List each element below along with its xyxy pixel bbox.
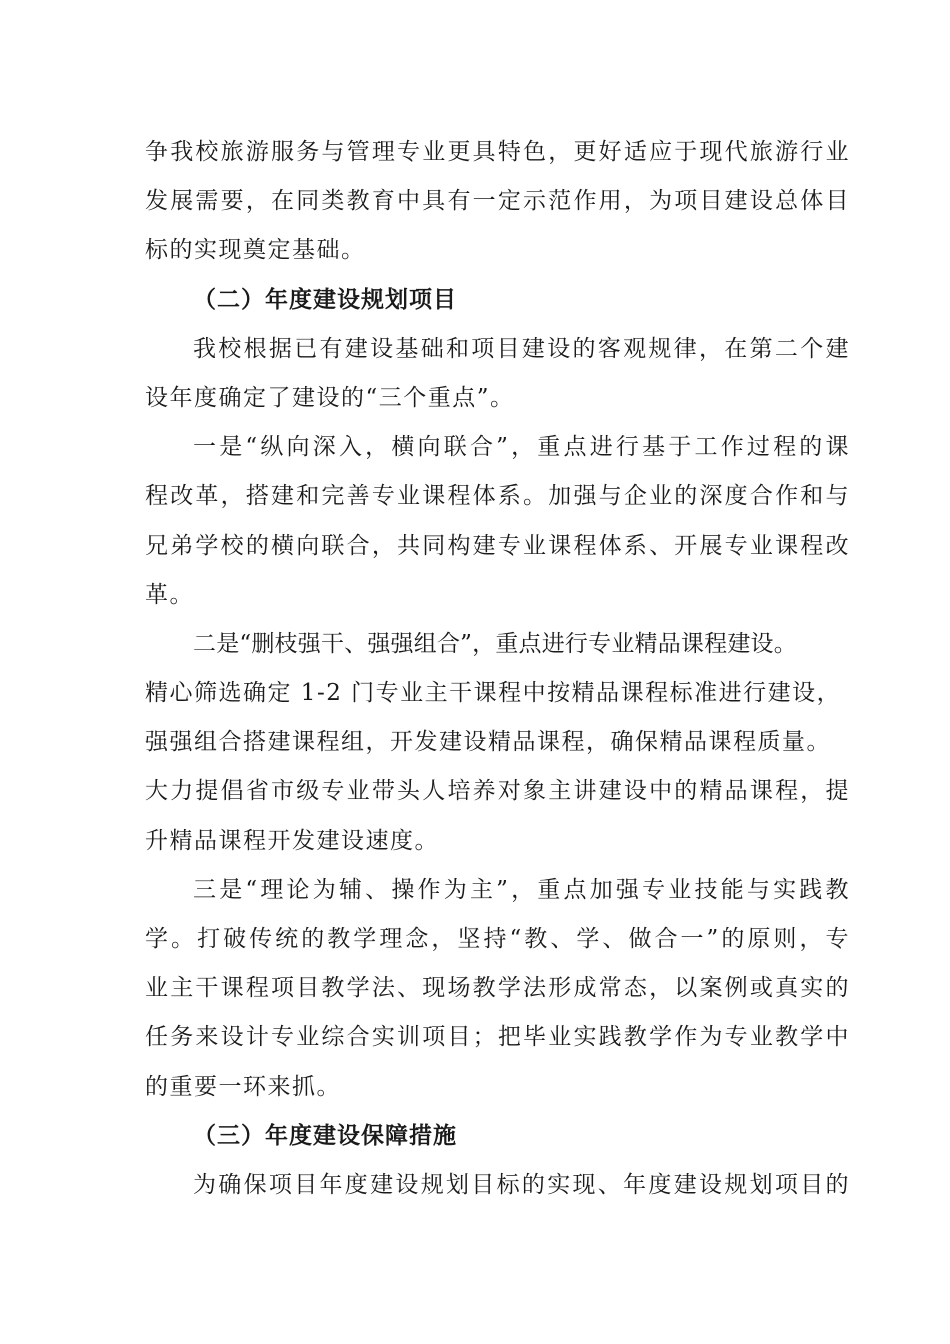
- paragraph-line: 一是“纵向深入，横向联合”，重点进行基于工作过程的课: [193, 434, 850, 461]
- paragraph-line: 任务来设计专业综合实训项目；把毕业实践教学作为专业教学中: [145, 1024, 850, 1051]
- section-heading: （三）年度建设保障措施: [193, 1122, 457, 1149]
- paragraph-line: 为确保项目年度建设规划目标的实现、年度建设规划项目的: [193, 1171, 850, 1198]
- paragraph-line: 精心筛选确定 1-2 门专业主干课程中按精品课程标准进行建设，: [145, 680, 842, 707]
- paragraph-line: 大力提倡省市级专业带头人培养对象主讲建设中的精品课程，提: [145, 778, 850, 805]
- paragraph-line: 标的实现奠定基础。: [145, 237, 366, 264]
- paragraph-line: 发展需要，在同类教育中具有一定示范作用，为项目建设总体目: [145, 188, 850, 215]
- paragraph-line: 我校根据已有建设基础和项目建设的客观规律，在第二个建: [193, 335, 850, 362]
- paragraph-line: 升精品课程开发建设速度。: [145, 827, 439, 854]
- paragraph-line: 学。打破传统的教学理念，坚持“教、学、做合一”的原则，专: [145, 926, 850, 952]
- section-heading: （二）年度建设规划项目: [193, 286, 457, 313]
- document-body: [145, 128, 850, 1210]
- paragraph-line: 设年度确定了建设的“三个重点”。: [145, 384, 515, 411]
- paragraph-line: 争我校旅游服务与管理专业更具特色，更好适应于现代旅游行业: [145, 139, 850, 165]
- paragraph-line: 兄弟学校的横向联合，共同构建专业课程体系、开展专业课程改: [145, 532, 850, 559]
- paragraph-line: 二是“删枝强干、强强组合”，重点进行专业精品课程建设。: [193, 630, 797, 657]
- paragraph-line: 三是“理论为辅、操作为主”，重点加强专业技能与实践教: [193, 876, 850, 903]
- paragraph-line: 强强组合搭建课程组，开发建设精品课程，确保精品课程质量。: [145, 729, 831, 756]
- paragraph-line: 业主干课程项目教学法、现场教学法形成常态，以案例或真实的: [145, 975, 850, 1002]
- paragraph-line: 革。: [145, 581, 194, 608]
- paragraph-line: 程改革，搭建和完善专业课程体系。加强与企业的深度合作和与: [145, 483, 850, 510]
- paragraph-line: 的重要一环来抓。: [145, 1073, 341, 1100]
